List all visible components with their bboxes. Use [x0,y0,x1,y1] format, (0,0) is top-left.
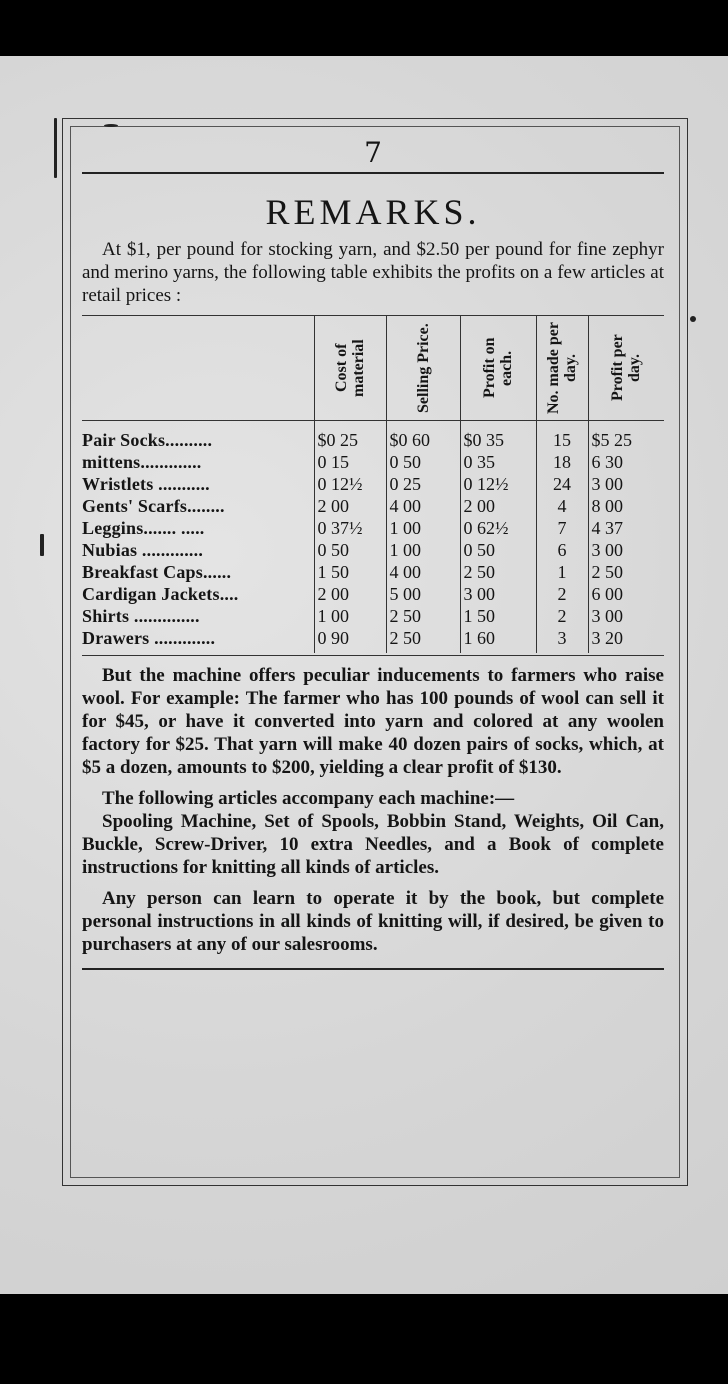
price-cell: 1 00 [386,517,460,539]
cost-cell: 2 00 [314,495,386,517]
made-cell: 1 [536,561,588,583]
cost-cell: 0 50 [314,539,386,561]
ink-mark [104,124,118,127]
per-day-cell: 2 50 [588,561,664,583]
item-name: Cardigan Jackets.... [82,584,239,604]
price-cell: 1 00 [386,539,460,561]
table-row [82,605,664,627]
articles-list: Spooling Machine, Set of Spools, Bobbin Stand, Weights, Oil Can, Buckle, Screw-Driver, 10 extra Needles, and a Book of complete instructions for knitting all kinds of articles. [82,811,664,878]
articles-intro: The following articles accompany each machine:— [102,788,515,809]
per-day-cell: 4 37 [588,517,664,539]
table-row [82,517,664,539]
ink-mark [54,118,57,178]
page-number: 7 [364,136,382,169]
item-name: Shirts .............. [82,606,200,626]
cost-cell: 0 90 [314,627,386,653]
per-day-cell: 8 00 [588,495,664,517]
price-cell: 2 50 [386,605,460,627]
price-cell: 4 00 [386,495,460,517]
per-day-cell: 6 00 [588,583,664,605]
per-day-cell: 6 30 [588,451,664,473]
table-row [82,451,664,473]
page-content [82,136,664,970]
header-cost: Cost of material [314,316,386,421]
profit-cell: $0 35 [460,421,536,452]
price-cell: 0 50 [386,451,460,473]
header-profit: Profit on each. [460,316,536,421]
ink-mark [690,316,696,322]
per-day-cell: $5 25 [588,421,664,452]
item-name: Drawers ............. [82,628,216,648]
made-cell: 24 [536,473,588,495]
profit-cell: 2 50 [460,561,536,583]
table-row [82,561,664,583]
cost-cell: 0 37½ [314,517,386,539]
table-row [82,473,664,495]
item-name: mittens............. [82,452,202,472]
table-header-row [82,316,664,421]
table-row [82,421,664,452]
item-name: Breakfast Caps...... [82,562,232,582]
made-cell: 4 [536,495,588,517]
price-cell: 5 00 [386,583,460,605]
made-cell: 15 [536,421,588,452]
cost-cell: 1 00 [314,605,386,627]
item-name: Nubias ............. [82,540,204,560]
made-cell: 2 [536,583,588,605]
top-rule [82,172,664,174]
profit-cell: 3 00 [460,583,536,605]
item-name: Leggins....... ..... [82,518,205,538]
profit-cell: 1 50 [460,605,536,627]
cost-cell: $0 25 [314,421,386,452]
header-made: No. made per day. [536,316,588,421]
table-row [82,495,664,517]
per-day-cell: 3 00 [588,473,664,495]
table-row [82,583,664,605]
wool-paragraph: But the machine offers peculiar inducements to farmers who raise wool. For example: The farmer who has 100 pounds of wool can sell it for $45, or have it converted into yarn and colored at any woolen factory for $25. That yarn will make 40 dozen pairs of socks, which, at $5 a dozen, amounts to $200, yielding a clear profit of $130. [82,665,664,778]
header-per-day: Profit per day. [588,316,664,421]
made-cell: 18 [536,451,588,473]
ink-mark [40,534,44,556]
bottom-rule [82,968,664,970]
price-cell: $0 60 [386,421,460,452]
made-cell: 7 [536,517,588,539]
header-blank [82,316,314,421]
item-name: Gents' Scarfs........ [82,496,225,516]
cost-cell: 2 00 [314,583,386,605]
cost-cell: 1 50 [314,561,386,583]
profit-cell: 0 50 [460,539,536,561]
page-heading: REMARKS. [265,192,481,232]
price-cell: 2 50 [386,627,460,653]
made-cell: 6 [536,539,588,561]
price-cell: 0 25 [386,473,460,495]
profit-cell: 0 62½ [460,517,536,539]
item-name: Wristlets ........... [82,474,210,494]
profit-cell: 1 60 [460,627,536,653]
header-price: Selling Price. [386,316,460,421]
made-cell: 2 [536,605,588,627]
learn-paragraph: Any person can learn to operate it by the book, but complete personal instructions in all kinds of knitting will, if desired, be given to purchasers at any of our salesrooms. [82,888,664,955]
cost-cell: 0 15 [314,451,386,473]
item-name: Pair Socks.......... [82,430,213,450]
profit-cell: 0 35 [460,451,536,473]
profit-cell: 0 12½ [460,473,536,495]
per-day-cell: 3 00 [588,605,664,627]
table-row [82,627,664,653]
made-cell: 3 [536,627,588,653]
cost-cell: 0 12½ [314,473,386,495]
per-day-cell: 3 00 [588,539,664,561]
intro-paragraph: At $1, per pound for stocking yarn, and $2.50 per pound for fine zephyr and merino yarns, the following table exhibits the profits on a few articles at retail prices : [82,239,664,306]
price-cell: 4 00 [386,561,460,583]
profits-table [82,316,664,653]
per-day-cell: 3 20 [588,627,664,653]
profit-cell: 2 00 [460,495,536,517]
table-row [82,539,664,561]
